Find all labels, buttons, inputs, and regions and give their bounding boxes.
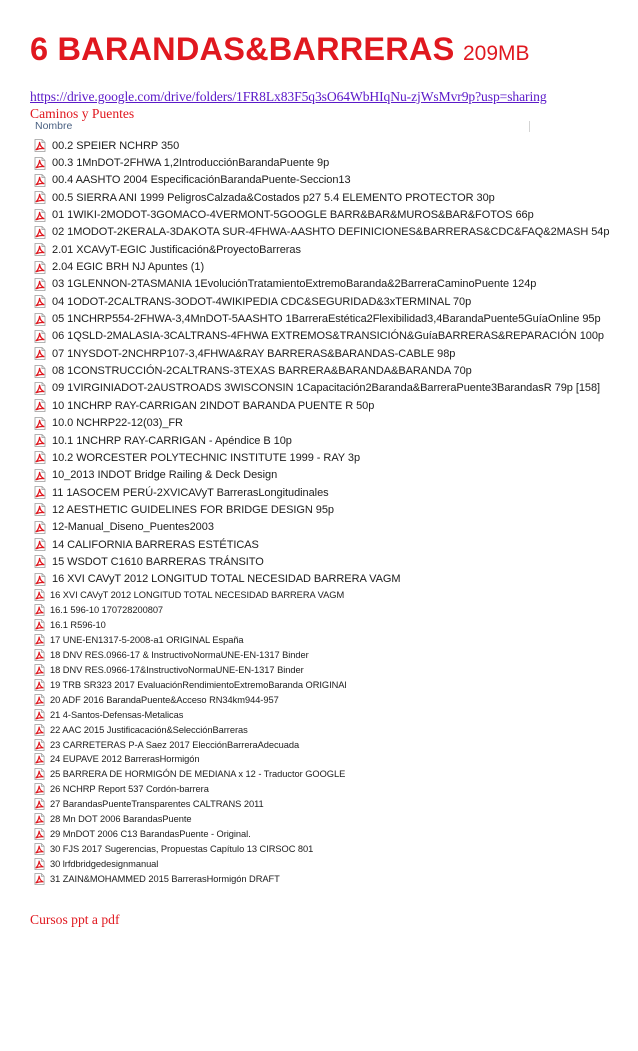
pdf-file-icon xyxy=(34,417,46,430)
file-name: 04 1ODOT-2CALTRANS-3ODOT-4WIKIPEDIA CDC&SEGURIDAD&3xTERMINAL 70p xyxy=(52,295,472,308)
file-row[interactable] xyxy=(30,189,530,206)
pdf-file-icon xyxy=(34,209,46,222)
file-row[interactable] xyxy=(30,467,530,484)
file-row[interactable] xyxy=(30,154,530,171)
file-row[interactable] xyxy=(30,767,530,782)
file-row[interactable] xyxy=(30,328,604,345)
pdf-file-icon xyxy=(34,226,46,239)
pdf-file-icon xyxy=(34,157,46,170)
pdf-file-icon xyxy=(34,828,45,840)
file-row[interactable] xyxy=(30,752,530,767)
pdf-file-icon xyxy=(34,679,45,691)
pdf-file-icon xyxy=(34,451,46,464)
file-name: 07 1NYSDOT-2NCHRP107-3,4FHWA&RAY BARRERAS&BARANDAS-CABLE 98p xyxy=(52,347,456,360)
section-title-caminos-y-puentes: Caminos y Puentes xyxy=(30,106,135,121)
file-row[interactable] xyxy=(30,648,530,663)
file-row[interactable] xyxy=(30,588,530,603)
pdf-file-icon xyxy=(34,538,46,551)
file-row[interactable] xyxy=(30,397,530,414)
file-row[interactable] xyxy=(30,618,530,633)
file-name: 10.1 1NCHRP RAY-CARRIGAN - Apéndice B 10p xyxy=(52,434,292,447)
file-name: 29 MnDOT 2006 C13 BarandasPuente - Original. xyxy=(50,828,251,839)
pdf-file-icon xyxy=(34,619,45,631)
file-row[interactable] xyxy=(30,415,530,432)
pdf-file-icon xyxy=(34,753,45,765)
file-name: 16 XVI CAVyT 2012 LONGITUD TOTAL NECESIDAD BARRERA VAGM xyxy=(52,573,401,586)
pdf-file-icon xyxy=(34,330,46,343)
file-name: 03 1GLENNON-2TASMANIA 1EvoluciónTratamientoExtremoBaranda&2BarreraCaminoPuente 124p xyxy=(52,278,537,291)
pdf-file-icon xyxy=(34,295,46,308)
pdf-file-icon xyxy=(34,174,46,187)
file-name: 05 1NCHRP554-2FHWA-3,4MnDOT-5AASHTO 1BarreraEstética2Flexibilidad3,4BarandaPuente5GuíaOnline 95p xyxy=(52,313,601,326)
file-row[interactable] xyxy=(30,722,530,737)
file-row[interactable] xyxy=(30,224,610,241)
file-row[interactable] xyxy=(30,310,601,327)
file-name: 18 DNV RES.0966-17 & InstructivoNormaUNE-EN-1317 Binder xyxy=(50,650,309,661)
pdf-file-icon xyxy=(34,139,46,152)
file-row[interactable] xyxy=(30,782,530,797)
file-name: 16.1 596-10 170728200807 xyxy=(50,605,164,616)
file-row[interactable] xyxy=(30,827,530,842)
file-row[interactable] xyxy=(30,677,530,692)
file-name: 25 BARRERA DE HORMIGÓN DE MEDIANA x 12 - Traductor GOOGLE xyxy=(50,769,346,780)
file-name: 24 EUPAVE 2012 BarrerasHormigón xyxy=(50,754,200,765)
file-row[interactable] xyxy=(30,692,530,707)
file-name: 31 ZAIN&MOHAMMED 2015 BarrerasHormigón DRAFT xyxy=(50,873,280,884)
file-name: 10_2013 INDOT Bridge Railing & Deck Design xyxy=(52,469,278,482)
file-row[interactable] xyxy=(30,484,530,501)
file-row[interactable] xyxy=(30,276,537,293)
pdf-file-icon xyxy=(34,434,46,447)
pdf-file-icon xyxy=(34,486,46,499)
file-name: 12 AESTHETIC GUIDELINES FOR BRIDGE DESIGN 95p xyxy=(52,503,334,516)
file-name: 17 UNE-EN1317-5-2008-a1 ORIGINAL España xyxy=(50,635,244,646)
pdf-file-icon xyxy=(34,365,46,378)
file-name: 21 4-Santos-Defensas-Metalicas xyxy=(50,709,184,720)
file-row[interactable] xyxy=(30,663,530,678)
file-row[interactable] xyxy=(30,737,530,752)
file-row[interactable] xyxy=(30,519,530,536)
drive-link[interactable]: https://drive.google.com/drive/folders/1FR8Lx83F5q3sO64WbHIqNu-zjWsMvr9p?usp=sharing xyxy=(30,89,547,104)
column-separator xyxy=(529,121,530,132)
pdf-file-icon xyxy=(34,873,45,885)
file-name: 19 TRB SR323 2017 EvaluaciónRendimientoExtremoBaranda ORIGINAl xyxy=(50,679,347,690)
file-name: 10 1NCHRP RAY-CARRIGAN 2INDOT BARANDA PUENTE R 50p xyxy=(52,399,375,412)
pdf-file-icon xyxy=(34,243,46,256)
pdf-file-icon xyxy=(34,382,46,395)
pdf-file-icon xyxy=(34,664,45,676)
file-row[interactable] xyxy=(30,345,530,362)
file-list-upper xyxy=(30,137,610,588)
pdf-file-icon xyxy=(34,469,46,482)
title-size: 209MB xyxy=(462,42,530,65)
file-name: 30 lrfdbridgedesignmanual xyxy=(50,858,159,869)
file-name: 08 1CONSTRUCCIÓN-2CALTRANS-3TEXAS BARRERA&BARANDA&BARANDA 70p xyxy=(52,365,472,378)
file-name: 22 AAC 2015 Justificacación&SelecciónBarreras xyxy=(50,724,248,735)
file-name: 11 1ASOCEM PERÚ-2XVICAVyT BarrerasLongitudinales xyxy=(52,486,329,499)
file-row[interactable] xyxy=(30,633,530,648)
pdf-file-icon xyxy=(34,399,46,412)
pdf-file-icon xyxy=(34,768,45,780)
file-name: 09 1VIRGINIADOT-2AUSTROADS 3WISCONSIN 1Capacitación2Baranda&BarreraPuente3BarandasR 79p [158] xyxy=(52,382,601,395)
pdf-file-icon xyxy=(34,347,46,360)
pdf-file-icon xyxy=(34,798,45,810)
file-name: 16.1 R596-10 xyxy=(50,620,106,631)
file-row[interactable] xyxy=(30,871,530,886)
file-name: 26 NCHRP Report 537 Cordón-barrera xyxy=(50,784,209,795)
file-name: 2.04 EGIC BRH NJ Apuntes (1) xyxy=(52,261,205,274)
pdf-file-icon xyxy=(34,573,46,586)
file-row[interactable] xyxy=(30,172,530,189)
file-name: 16 XVI CAVyT 2012 LONGITUD TOTAL NECESIDAD BARRERA VAGM xyxy=(50,590,345,601)
file-name: 00.4 AASHTO 2004 EspecificaciónBarandaPuente-Seccion13 xyxy=(52,174,351,187)
file-name: 2.01 XCAVyT-EGIC Justificación&ProyectoBarreras xyxy=(52,243,301,256)
pdf-file-icon xyxy=(34,555,46,568)
file-row[interactable] xyxy=(30,293,530,310)
column-header-name: Nombre xyxy=(35,120,73,132)
file-row[interactable] xyxy=(30,571,530,588)
pdf-file-icon xyxy=(34,261,46,274)
file-row[interactable] xyxy=(30,797,530,812)
file-name: 20 ADF 2016 BarandaPuente&Acceso RN34km944-957 xyxy=(50,694,279,705)
pdf-file-icon xyxy=(34,694,45,706)
pdf-file-icon xyxy=(34,604,45,616)
file-listing-screenshot xyxy=(30,118,610,898)
pdf-file-icon xyxy=(34,783,45,795)
file-row[interactable] xyxy=(30,241,530,258)
file-row[interactable] xyxy=(30,501,530,518)
pdf-file-icon xyxy=(34,191,46,204)
pdf-file-icon xyxy=(34,649,45,661)
file-name: 06 1QSLD-2MALASIA-3CALTRANS-4FHWA EXTREMOS&TRANSICIÓN&GuíaBARRERAS&REPARACIÓN 100p xyxy=(52,330,604,343)
pdf-file-icon xyxy=(34,813,45,825)
file-name: 12-Manual_Diseno_Puentes2003 xyxy=(52,521,214,534)
file-row[interactable] xyxy=(30,380,601,397)
file-name: 18 DNV RES.0966-17&InstructivoNormaUNE-EN-1317 Binder xyxy=(50,664,304,675)
file-name: 27 BarandasPuenteTransparentes CALTRANS 2011 xyxy=(50,799,264,810)
file-name: 30 FJS 2017 Sugerencias, Propuestas Capítulo 13 CIRSOC 801 xyxy=(50,843,314,854)
pdf-file-icon xyxy=(34,634,45,646)
file-row[interactable] xyxy=(30,707,530,722)
file-name: 10.2 WORCESTER POLYTECHNIC INSTITUTE 1999 - RAY 3p xyxy=(52,451,361,464)
pdf-file-icon xyxy=(34,709,45,721)
file-row[interactable] xyxy=(30,206,534,223)
file-row[interactable] xyxy=(30,856,530,871)
file-list-lower xyxy=(30,588,530,886)
file-name: 14 CALIFORNIA BARRERAS ESTÉTICAS xyxy=(52,538,259,551)
file-row[interactable] xyxy=(30,841,530,856)
file-row[interactable] xyxy=(30,603,530,618)
file-row[interactable] xyxy=(30,812,530,827)
pdf-file-icon xyxy=(34,313,46,326)
file-row[interactable] xyxy=(30,449,530,466)
pdf-file-icon xyxy=(34,858,45,870)
file-name: 10.0 NCHRP22-12(03)_FR xyxy=(52,417,183,430)
file-name: 23 CARRETERAS P-A Saez 2017 ElecciónBarreraAdecuada xyxy=(50,739,300,750)
pdf-file-icon xyxy=(34,503,46,516)
file-name: 02 1MODOT-2KERALA-3DAKOTA SUR-4FHWA-AASHTO DEFINICIONES&BARRERAS&CDC&FAQ&2MASH 54p xyxy=(52,226,610,239)
file-row[interactable] xyxy=(30,362,530,379)
file-row[interactable] xyxy=(30,432,530,449)
file-name: 00.2 SPEIER NCHRP 350 xyxy=(52,139,180,152)
document-title xyxy=(30,31,530,68)
section-title-cursos: Cursos ppt a pdf xyxy=(30,912,120,927)
file-row[interactable] xyxy=(30,137,530,154)
file-name: 15 WSDOT C1610 BARRERAS TRÁNSITO xyxy=(52,555,264,568)
file-row[interactable] xyxy=(30,258,530,275)
pdf-file-icon xyxy=(34,739,45,751)
file-row[interactable] xyxy=(30,553,530,570)
pdf-file-icon xyxy=(34,521,46,534)
pdf-file-icon xyxy=(34,589,45,601)
pdf-file-icon xyxy=(34,278,46,291)
file-name: 00.5 SIERRA ANI 1999 PeligrosCalzada&Costados p27 5.4 ELEMENTO PROTECTOR 30p xyxy=(52,191,495,204)
pdf-file-icon xyxy=(34,843,45,855)
pdf-file-icon xyxy=(34,724,45,736)
file-name: 00.3 1MnDOT-2FHWA 1,2IntroducciónBarandaPuente 9p xyxy=(52,157,330,170)
file-row[interactable] xyxy=(30,536,530,553)
file-name: 28 Mn DOT 2006 BarandasPuente xyxy=(50,814,192,825)
file-name: 01 1WIKI-2MODOT-3GOMACO-4VERMONT-5GOOGLE BARR&BAR&MUROS&BAR&FOTOS 66p xyxy=(52,209,534,222)
title-text: 6 BARANDAS&BARRERAS xyxy=(30,31,455,67)
